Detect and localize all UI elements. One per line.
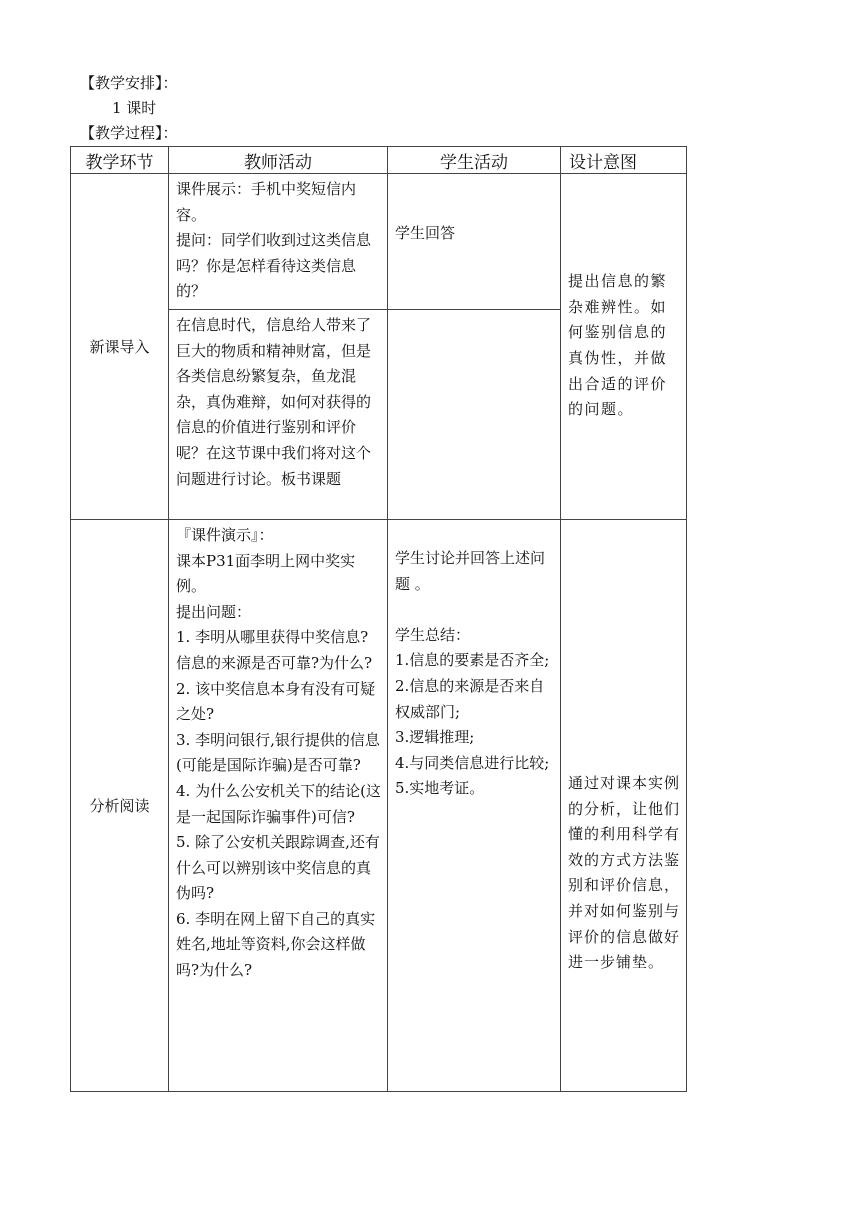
stage-analysis: 分析阅读	[71, 519, 169, 1091]
header-student-activity: 学生活动	[388, 147, 561, 174]
student-activity-analysis-text: 学生讨论并回答上述问题 。 学生总结： 1.信息的要素是否齐全; 2.信息的来源是否来自权威部门; 3.逻辑推理; 4.与同类信息进行比较; 5.实地考证。	[395, 548, 550, 798]
student-activity-intro-1	[388, 174, 561, 310]
arrangement-heading: 【教学安排】：	[80, 74, 178, 92]
table-header-row	[71, 147, 687, 174]
teacher-activity-intro-1	[169, 174, 388, 310]
student-activity-intro-1-text: 学生回答	[395, 224, 456, 243]
design-intent-analysis-text: 通过对课本实例的分析，让他们懂的利用科学有效的方式方法鉴别和评价信息，并对如何鉴别与评价的信息做好进一步铺垫。	[568, 774, 681, 972]
header-design-intent: 设计意图	[561, 147, 687, 174]
student-activity-analysis	[388, 519, 561, 1091]
header-teacher-activity: 教师活动	[169, 147, 388, 174]
teacher-activity-intro-1-text: 课件展示：手机中奖短信内容。 提问：同学们收到过这类信息吗？你是怎样看待这类信息的？	[176, 180, 372, 301]
design-intent-intro	[561, 174, 687, 520]
teacher-activity-intro-2-text: 在信息时代，信息给人带来了巨大的物质和精神财富，但是各类信息纷繁复杂，鱼龙混杂，真伪难辩，如何对获得的信息的价值进行鉴别和评价呢？在这节课中我们将对这个问题进行讨论。板书课题	[176, 315, 372, 488]
teacher-activity-analysis-text: 『课件演示』： 课本P31面李明上网中奖实例。 提出问题： 1. 李明从哪里获得中奖信息?信息的来源是否可靠?为什么? 2. 该中奖信息本身有没有可疑之处? 3. 李明问银行,银行提供的信息(可能是国际诈骗)是否可靠? 4. 为什么公安机关下的结论(这是一起国际诈骗事件)可信? 5. 除了公安机关跟踪调查,还有什么可以辨别该中奖信息的真伪吗? 6. 李明在网上留下自己的真实姓名,地址等资料,你会这样做吗?为什么?	[176, 525, 381, 980]
stage-intro: 新课导入	[71, 174, 169, 520]
table-row-analysis	[71, 519, 687, 1091]
header-stage: 教学环节	[71, 147, 169, 174]
teacher-activity-intro-2	[169, 309, 388, 519]
arrangement-value: 1 课时	[112, 99, 157, 117]
table-row-intro-1	[71, 174, 687, 310]
teaching-process-table	[70, 146, 687, 1092]
design-intent-analysis	[561, 519, 687, 1091]
student-activity-intro-2-text	[388, 310, 560, 317]
teacher-activity-analysis	[169, 519, 388, 1091]
student-activity-intro-2	[388, 309, 561, 519]
process-heading: 【教学过程】：	[80, 124, 178, 142]
design-intent-intro-text: 提出信息的繁杂难辨性。如何鉴别信息的真伪性，并做出合适的评价的问题。	[568, 272, 668, 419]
